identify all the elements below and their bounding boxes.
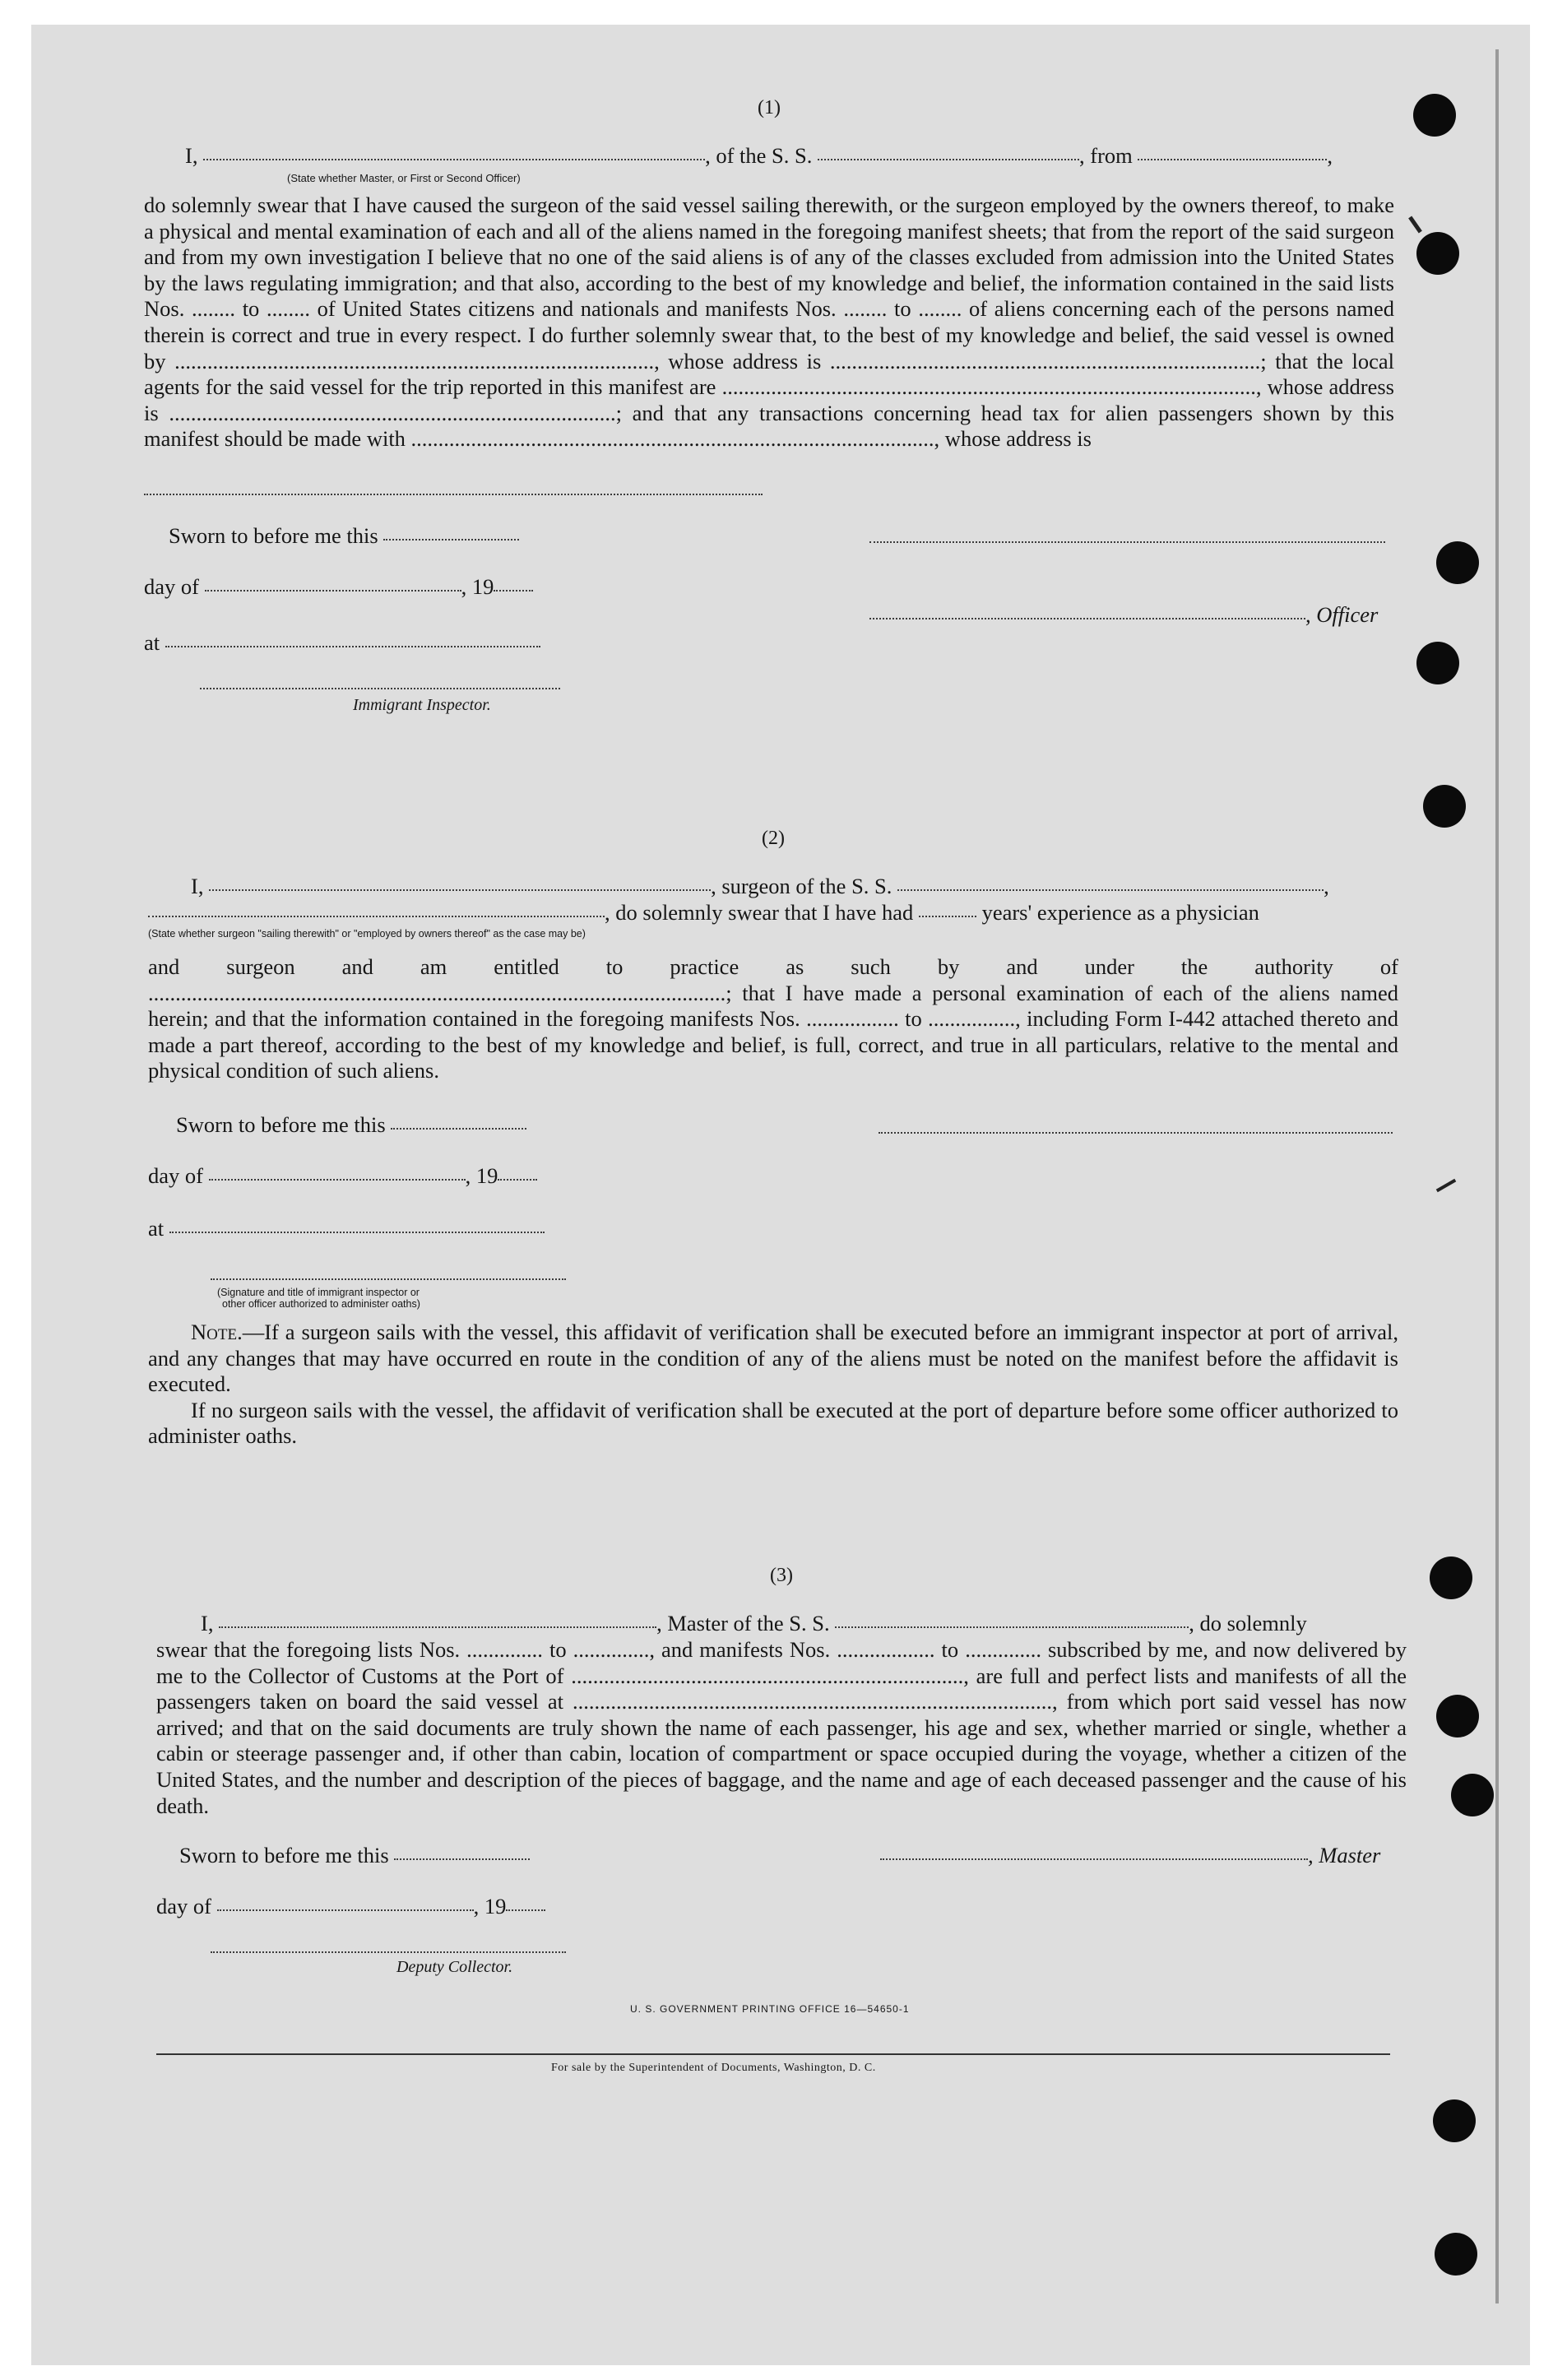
section-2 (148, 828, 1398, 1453)
sworn-label: Sworn to before me this (169, 523, 378, 548)
note-label: Note. (191, 1320, 243, 1344)
at-line (144, 630, 540, 656)
master-signature-line (880, 1843, 1380, 1868)
signature-caption-line: (Signature and title of immigrant inspector or (217, 1287, 420, 1298)
swear-label: , do solemnly swear that I have had (605, 900, 914, 925)
master-signature-field[interactable] (880, 1852, 1308, 1860)
at-label: at (148, 1216, 165, 1241)
section-1-oath-text: do solemnly swear that I have caused the surgeon of the said vessel sailing therewith, or the surgeon employed by the owners thereof, to make a physical and mental examination of each and all of the aliens named in the foregoing manifest sheets; that from the report of the said surgeon and from my own investigation I believe that no one of the said aliens is of any of the classes excluded from admission into the United States by the laws regulating immigration; and that also, according to the best of my knowledge and belief, the information contained in the said lists Nos. ........ to ........ of United States citizens and nationals and manifests Nos. ........ to ........ of aliens concerning each of the persons named therein is correct and true in every respect. I do further solemnly swear that, to the best of my knowledge and belief, the said vessel is owned by ........................................................................................, whose address is ...............................................................................; that the local agents for the said vessel for the trip reported in this manifest are .................................................................................................., whose address is ..................................................................................; and that any transactions concerning head tax for alien passengers shown by this manifest should be made with ................................................................................................, whose address is (144, 193, 1394, 452)
punch-hole (1433, 2099, 1476, 2142)
punch-hole (1451, 1774, 1494, 1816)
sworn-line (169, 523, 519, 549)
sheet-edge-shadow (1495, 49, 1499, 2303)
year-label: , 19 (473, 1894, 507, 1918)
day-of-line (144, 574, 533, 600)
day-of-label: day of (156, 1894, 211, 1918)
pronoun-label: I, (191, 874, 204, 898)
surgeon-signature-field[interactable] (879, 1132, 1393, 1134)
signature-caption-line: other officer authorized to administer oaths) (222, 1298, 420, 1310)
day-of-line (156, 1894, 545, 1919)
master-label: , Master of the S. S. (656, 1611, 830, 1635)
punch-hole (1423, 785, 1466, 828)
year-field[interactable] (498, 1172, 537, 1181)
month-field[interactable] (209, 1172, 466, 1181)
sworn-day-field[interactable] (383, 532, 519, 540)
note-paragraph-2: If no surgeon sails with the vessel, the affidavit of verification shall be executed at the port of departure before some officer authorized to administer oaths. (148, 1397, 1398, 1449)
sworn-line (176, 1112, 526, 1138)
whose-address-field[interactable] (144, 494, 763, 495)
immigrant-inspector-label: Immigrant Inspector. (353, 696, 491, 714)
section-number: (2) (762, 828, 785, 849)
punch-hole (1416, 232, 1459, 275)
years-field[interactable] (919, 909, 976, 917)
section-number: (3) (770, 1565, 793, 1586)
section-2-oath-text: and surgeon and am entitled to practice as such by and under the authority of ..........................................................................................................; that I have made a personal examination of each of the aliens named herein; and that the information contained in the foregoing manifests Nos. ................. to ................, including Form I-442 attached thereto and made a part thereof, according to the best of my knowledge and belief, is full, correct, and true in all particulars, relative to the mental and physical condition of such aliens. (148, 954, 1398, 1083)
officer-signature-field[interactable] (869, 541, 1385, 543)
sworn-day-field[interactable] (391, 1121, 526, 1130)
officer-rank-caption: (State whether Master, or First or Second Officer) (287, 172, 521, 184)
month-field[interactable] (205, 583, 461, 592)
sworn-label: Sworn to before me this (176, 1112, 386, 1137)
officer-title-field[interactable] (869, 611, 1305, 619)
officer-name-field[interactable] (203, 152, 705, 160)
note-block (148, 1320, 1398, 1450)
master-title-label: , Master (1308, 1843, 1381, 1867)
location-field[interactable] (165, 639, 540, 647)
vessel-label: , surgeon of the S. S. (711, 874, 892, 898)
note-paragraph-1 (148, 1320, 1398, 1398)
year-field[interactable] (494, 583, 533, 592)
port-from-field[interactable] (1138, 152, 1327, 160)
month-field[interactable] (217, 1903, 474, 1911)
solemnly-label: , do solemnly (1189, 1611, 1307, 1635)
collector-signature-field[interactable] (211, 1951, 566, 1953)
sworn-line (179, 1843, 530, 1868)
punch-hole (1436, 541, 1479, 584)
vessel-name-field[interactable] (818, 152, 1079, 160)
vessel-name-field[interactable] (835, 1620, 1189, 1628)
note-text: —If a surgeon sails with the vessel, this affidavit of verification shall be executed before an immigrant inspector at port of arrival, and any changes that may have occurred en route in the condition of any of the aliens must be noted on the manifest before the affidavit is executed. (148, 1320, 1398, 1397)
section-number: (1) (758, 97, 781, 118)
officer-line (869, 602, 1378, 628)
year-label: , 19 (461, 574, 494, 599)
section-2-swear-line (148, 900, 1259, 926)
oath-officer-signature-field[interactable] (211, 1278, 566, 1280)
section-3-oath-text: swear that the foregoing lists Nos. .............. to .............., and manifests Nos. .................. to .............. subscribed by me, and now delivered by me to the Collector of Customs at the Port of ........................................................................, are full and perfect lists and manifests of all the passengers taken on board the said vessel at ........................................................................................, from which port said vessel has now arrived; and that on the said documents are truly shown the name of each passenger, his age and sex, whether married or single, whether a cabin or steerage passenger and, if other than cabin, location of compartment or space occupied during the voyage, whether a citizen of the United States, and the number and description of the pieces of baggage, and the name and age of each deceased passenger and the cause of his death. (156, 1637, 1407, 1818)
sworn-label: Sworn to before me this (179, 1843, 389, 1867)
punch-hole (1435, 2233, 1477, 2276)
pronoun-label: I, (185, 143, 198, 168)
inspector-signature-field[interactable] (200, 688, 560, 689)
year-label: , 19 (465, 1163, 498, 1188)
from-label: , from (1079, 143, 1133, 168)
year-field[interactable] (506, 1903, 545, 1911)
footer-divider (156, 2053, 1390, 2055)
at-line (148, 1216, 545, 1241)
section-3 (156, 1565, 1407, 1993)
vessel-name-field[interactable] (897, 883, 1324, 891)
surgeon-status-caption: (State whether surgeon "sailing therewith" or "employed by owners thereof" as the case may be) (148, 928, 586, 939)
location-field[interactable] (169, 1225, 545, 1233)
master-name-field[interactable] (219, 1620, 656, 1628)
section-1 (144, 97, 1394, 722)
punch-hole (1416, 642, 1459, 684)
punch-hole (1413, 94, 1456, 137)
section-1-oath-line: I, , of the S. S. , from , (185, 143, 1333, 168)
surgeon-status-field[interactable] (148, 909, 605, 917)
day-of-label: day of (144, 574, 199, 599)
officer-label: , Officer (1305, 602, 1379, 627)
section-3-oath-line (201, 1611, 1307, 1636)
punch-hole (1430, 1557, 1472, 1599)
vessel-label: , of the S. S. (705, 143, 813, 168)
sale-notice: For sale by the Superintendent of Documents, Washington, D. C. (551, 2062, 876, 2074)
sworn-day-field[interactable] (394, 1852, 530, 1860)
day-of-label: day of (148, 1163, 203, 1188)
pronoun-label: I, (201, 1611, 214, 1635)
day-of-line (148, 1163, 537, 1189)
deputy-collector-label: Deputy Collector. (396, 1958, 513, 1976)
punch-hole (1436, 1695, 1479, 1737)
section-2-oath-line: I, , surgeon of the S. S. , (191, 874, 1329, 898)
signature-caption (217, 1287, 420, 1310)
surgeon-name-field[interactable] (209, 883, 711, 891)
at-label: at (144, 630, 160, 655)
printing-office-line: U. S. GOVERNMENT PRINTING OFFICE 16—54650-1 (630, 2003, 910, 2015)
years-label: years' experience as a physician (981, 900, 1259, 925)
